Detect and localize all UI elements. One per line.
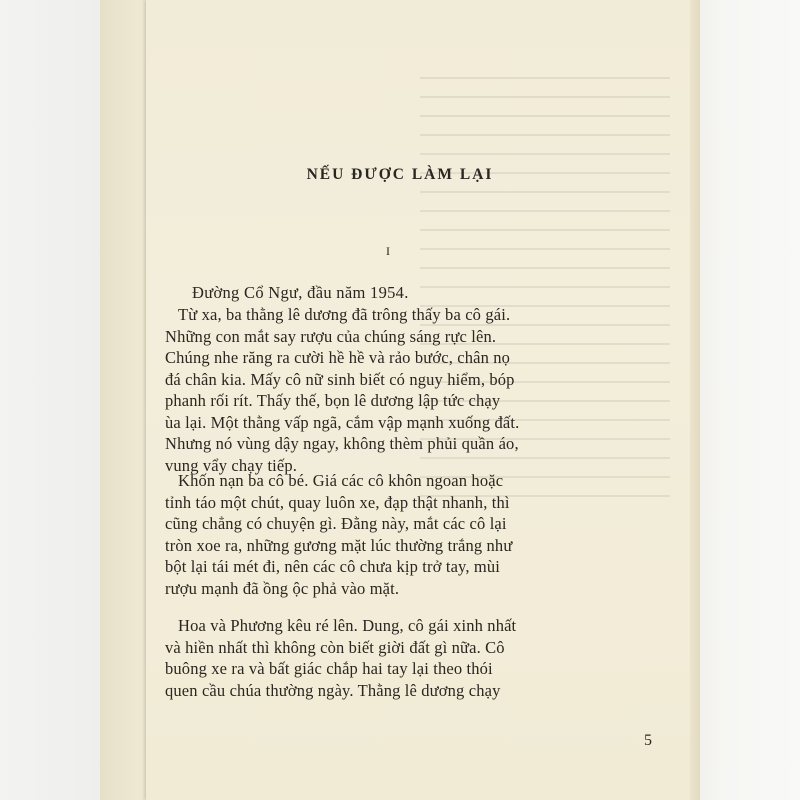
text-line: bột lại tái mét đi, nên các cô chưa kịp trở tay, mùi (165, 557, 501, 576)
text-line: đá chân kia. Mấy cô nữ sinh biết có nguy hiểm, bóp (165, 369, 515, 389)
background-right (690, 0, 800, 800)
text-line: phanh rối rít. Thấy thế, bọn lê dương lập tức chạy (165, 391, 501, 410)
text-line: tròn xoe ra, những gương mặt lúc thường trắng như (165, 535, 513, 555)
chapter-title: NẾU ĐƯỢC LÀM LẠI (306, 166, 494, 183)
place-date-line: Đường Cổ Ngư, đầu năm 1954. (192, 283, 409, 302)
text-line: ùa lại. Một thằng vấp ngã, cắm vập mạnh xuống đất. (165, 412, 520, 432)
text-line: và hiền nhất thì không còn biết giời đất gì nữa. Cô (165, 637, 505, 657)
paragraph-1 (165, 304, 660, 476)
page-number: 5 (644, 732, 652, 749)
text-line: cũng chẳng có chuyện gì. Đằng này, mắt các cô lại (165, 514, 507, 533)
text-line: Hoa và Phương kêu ré lên. Dung, cô gái xinh nhất (178, 616, 517, 635)
text-line: Chúng nhe răng ra cười hề hề và rảo bước, chân nọ (165, 348, 511, 367)
paragraph-2 (165, 470, 660, 599)
text-line: vung vẩy chạy tiếp. (165, 455, 298, 475)
text-line: tỉnh táo một chút, quay luôn xe, đạp thật nhanh, thì (165, 492, 510, 512)
paragraph-3 (165, 615, 660, 701)
text-line: rượu mạnh đã ồng ộc phả vào mặt. (165, 578, 400, 598)
text-line: Khốn nạn ba cô bé. Giá các cô khôn ngoan hoặc (178, 471, 504, 490)
text-line: Nhưng nó vùng dậy ngay, không thèm phủi quần áo, (165, 434, 519, 453)
background-left (0, 0, 104, 800)
page-edge (690, 0, 700, 800)
text-line: Những con mắt say rượu của chúng sáng rực lên. (165, 326, 497, 346)
text-line: buông xe ra và bất giác chắp hai tay lại theo thói (165, 659, 493, 678)
section-number: I (386, 244, 390, 258)
text-line: quen cầu chúa thường ngày. Thằng lê dương chạy (165, 680, 501, 700)
text-line: Từ xa, ba thằng lê dương đã trông thấy ba cô gái. (178, 305, 511, 324)
